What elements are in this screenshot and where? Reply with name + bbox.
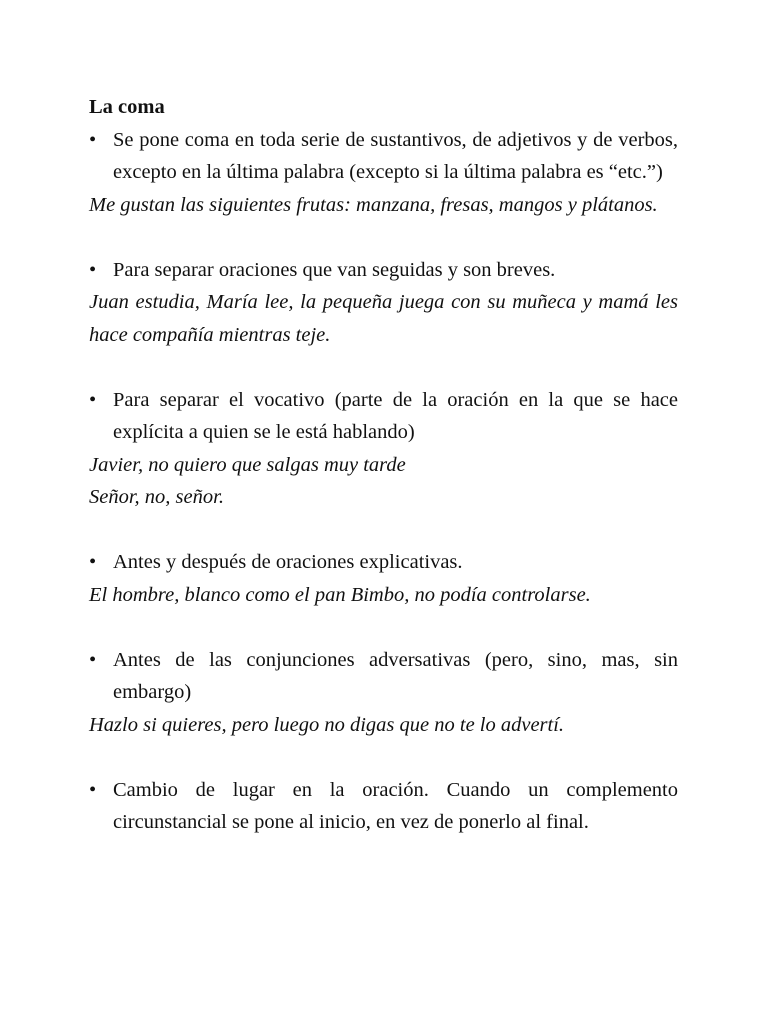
rule-text: Para separar oraciones que van seguidas y son breves. — [113, 258, 556, 281]
rule-bullet — [89, 124, 678, 189]
rule-bullet — [89, 384, 678, 449]
document-page — [89, 91, 678, 839]
rule-bullet — [89, 774, 678, 839]
example-text: Me gustan las siguientes frutas: manzana, fresas, mangos y plátanos. — [89, 193, 658, 216]
rule-section-explicative — [89, 546, 678, 611]
rule-section-word-order — [89, 774, 678, 839]
rule-text: Antes y después de oraciones explicativas. — [113, 551, 463, 573]
rule-bullet — [89, 644, 678, 709]
rule-text: Antes de las conjunciones adversativas (pero, sino, mas, sin embargo) — [113, 648, 678, 703]
example-text: Javier, no quiero que salgas muy tarde — [89, 453, 406, 476]
bullet-icon: • — [89, 778, 97, 801]
example-text: Hazlo si quieres, pero luego no digas que no te lo advertí. — [89, 713, 565, 736]
bullet-icon: • — [89, 128, 97, 151]
rule-bullet — [89, 254, 678, 287]
bullet-icon: • — [89, 551, 97, 573]
rule-section-series — [89, 124, 678, 222]
bullet-icon: • — [89, 388, 97, 411]
rule-text: Cambio de lugar en la oración. Cuando un complemento circunstancial se pone al inicio, en vez de ponerlo al final. — [113, 778, 678, 833]
rule-section-adversative — [89, 644, 678, 742]
rule-text: Para separar el vocativo (parte de la oración en la que se hace explícita a quien se le está hablando) — [113, 388, 678, 443]
bullet-icon: • — [89, 648, 97, 671]
rule-section-short-clauses — [89, 254, 678, 352]
example-text: Señor, no, señor. — [89, 486, 224, 508]
rule-section-vocative — [89, 384, 678, 514]
document-title: La coma — [89, 96, 165, 118]
rule-text: Se pone coma en toda serie de sustantivos, de adjetivos y de verbos, excepto en la última palabra (excepto si la última palabra es “etc.”) — [113, 128, 678, 183]
bullet-icon: • — [89, 258, 97, 281]
example-text: El hombre, blanco como el pan Bimbo, no podía controlarse. — [89, 583, 591, 606]
example-text: Juan estudia, María lee, la pequeña juega con su muñeca y mamá les hace compañía mientras teje. — [89, 291, 678, 346]
rule-bullet — [89, 546, 678, 579]
